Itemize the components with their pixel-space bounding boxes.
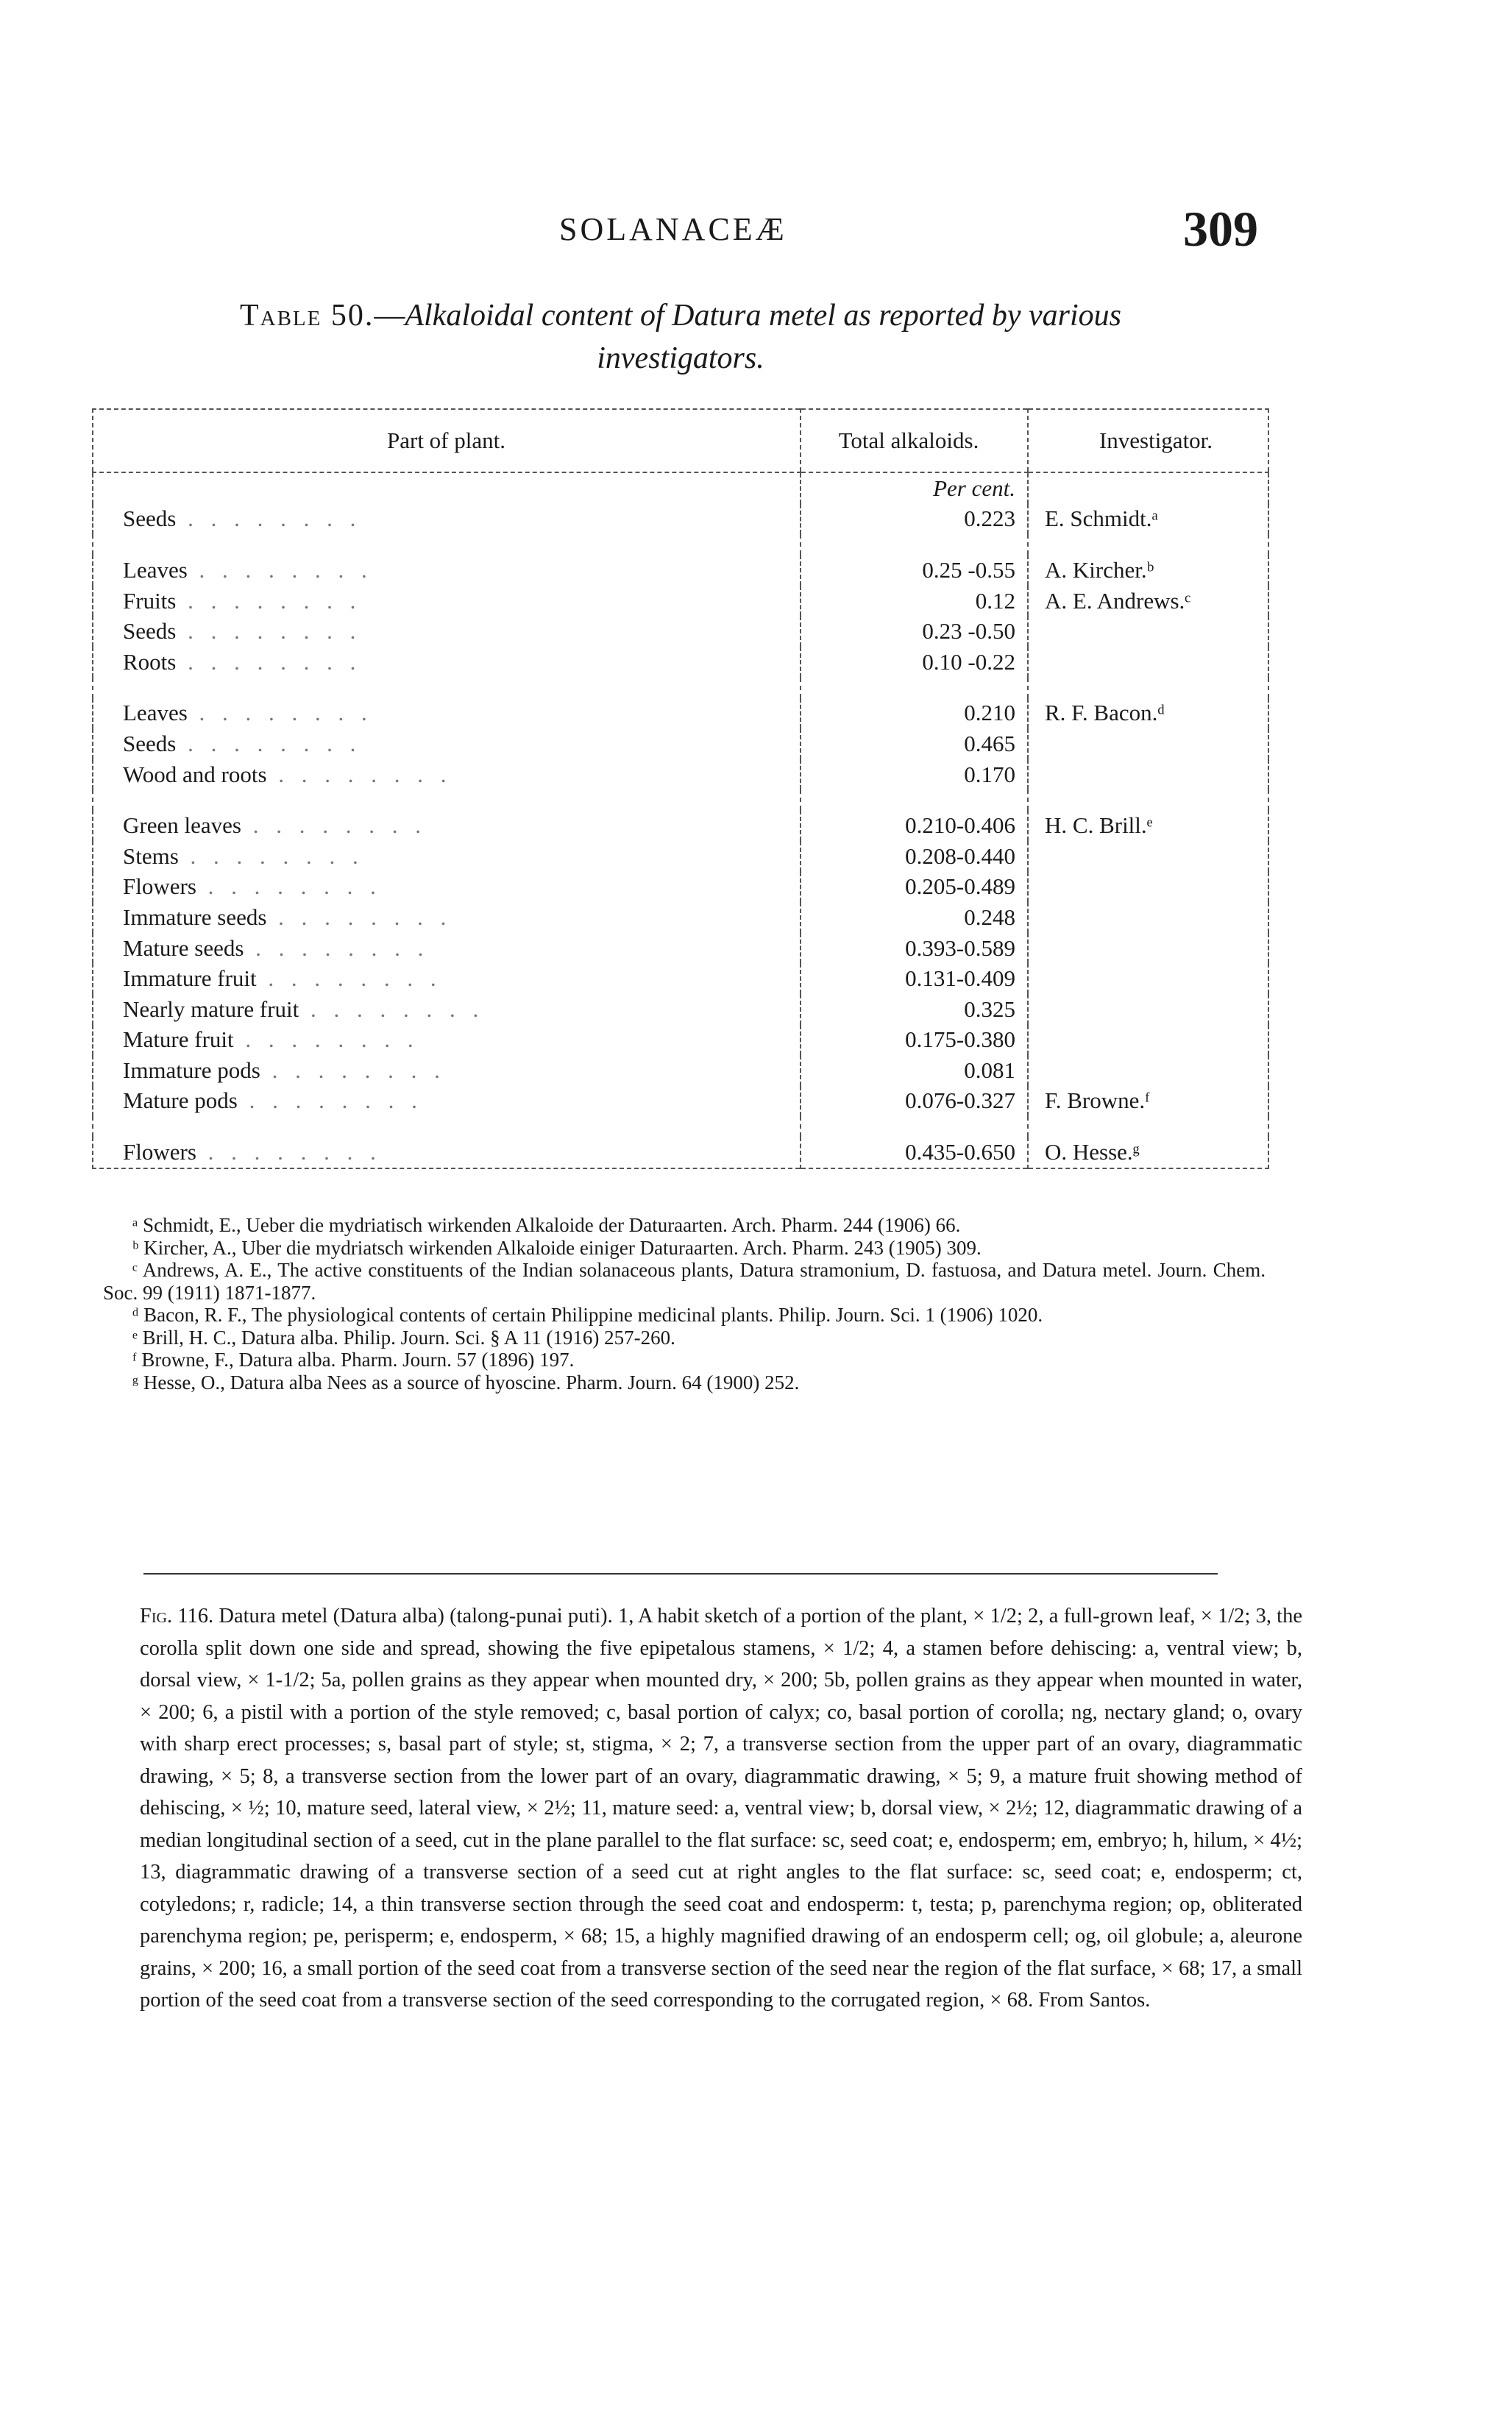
table-row [93,810,1268,841]
table-row [93,1055,1268,1086]
investigator [1028,902,1268,933]
table-row [93,1025,1268,1056]
total-alkaloids: 0.081 [801,1055,1028,1086]
total-alkaloids: 0.435-0.650 [801,1137,1028,1168]
alkaloid-table [92,408,1269,1169]
part-of-plant: Seeds [123,505,177,532]
footnote: ᵃ Schmidt, E., Ueber die mydriatisch wirkenden Alkaloide der Daturaarten. Arch. Pharm. 244 (1906) 66. [132,1214,961,1236]
footnote: ᶠ Browne, F., Datura alba. Pharm. Journ. 57 (1896) 197. [132,1349,575,1371]
investigator: O. Hesse.ᵍ [1028,1137,1268,1168]
total-alkaloids: 0.076-0.327 [801,1086,1028,1117]
part-of-plant: Immature pods [123,1057,260,1083]
leader-dots: . . . . . . . . [187,700,373,726]
total-alkaloids: 0.465 [801,728,1028,759]
investigator: A. E. Andrews.ᶜ [1028,586,1268,617]
investigator [1028,1055,1268,1086]
investigator: H. C. Brill.ᵉ [1028,810,1268,841]
part-of-plant: Fruits [123,587,177,614]
table-row [93,555,1268,586]
leader-dots: . . . . . . . . [256,965,442,992]
table-row [93,698,1268,729]
part-of-plant: Stems [123,842,179,869]
leader-dots: . . . . . . . . [260,1057,446,1083]
total-alkaloids: 0.393-0.589 [801,933,1028,964]
table-row [93,647,1268,678]
investigator [1028,841,1268,872]
group-spacer [93,789,1268,810]
investigator [1028,872,1268,903]
col-header-investigator: Investigator. [1028,409,1268,472]
investigator [1028,963,1268,994]
total-alkaloids: 0.248 [801,902,1028,933]
leader-dots: . . . . . . . . [299,995,485,1022]
table-row [93,1086,1268,1117]
leader-dots: . . . . . . . . [176,618,362,645]
leader-dots: . . . . . . . . [196,1139,382,1165]
running-title: SOLANACEÆ [559,211,787,247]
table-body [93,472,1268,1168]
table-title-text: Alkaloidal content of Datura metel as reported by various investigators. [405,299,1121,375]
leader-dots: . . . . . . . . [244,934,430,961]
unit-label: Per cent. [801,472,1028,504]
figure-caption-text: Datura metel (Datura alba) (talong-punai puti). 1, A habit sketch of a portion of the plant, × 1/2; 2, a full-grown leaf, × 1/2; 3, the corolla split down one side and spread, showing the five epipetalous stamens, × 1/2; 4, a stamen before dehiscing: a, ventral view; b, dorsal view, × 1-1/2; 5a, pollen grains as they appear when mounted dry, × 200; 5b, pollen grains as they appear when mounted in water, × 200; 6, a pistil with a portion of the style removed; c, basal portion of calyx; co, basal portion of corolla; ng, nectary gland; o, ovary with sharp erect processes; s, basal part of style; st, stigma, × 2; 7, a transverse section from the upper part of an ovary, diagrammatic drawing, × 5; 8, a transverse section from the lower part of an ovary, diagrammatic drawing, × 5; 9, a mature fruit showing method of dehiscing, × ½; 10, mature seed, lateral view, × 2½; 11, mature seed: a, ventral view; b, dorsal view, × 2½; 12, diagrammatic drawing of a median longitudinal section of a seed, cut in the plane parallel to the flat surface: sc, seed coat; e, endosperm; em, embryo; h, hilum, × 4½; 13, diagrammatic drawing of a transverse section of a seed cut at right angles to the flat surface: sc, seed coat; e, endosperm; ct, cotyledons; r, radicle; 14, a thin transverse section through the seed coat and endosperm: t, testa; p, parenchyma region; op, obliterated parenchyma region; pe, perisperm; e, endosperm, × 68; 15, a highly magnified drawing of an endosperm cell; og, oil globule; a, aleurone grains, × 200; 16, a small portion of the seed coat from a transverse section of the seed near the region of the flat surface, × 68; 17, a small portion of the seed coat from a transverse section of the seed corresponding to the corrugated region, × 68. From Santos. [140,1605,1303,2012]
footnote: ᵇ Kircher, A., Uber die mydriatsch wirkenden Alkaloide einiger Daturaarten. Arch. Pharm. 243 (1905) 309. [132,1236,982,1259]
footnote: ᵈ Bacon, R. F., The physiological contents of certain Philippine medicinal plants. Philip. Journ. Sci. 1 (1906) 1020. [132,1304,1043,1326]
total-alkaloids: 0.325 [801,994,1028,1025]
table-header-row [93,409,1268,472]
investigator [1028,759,1268,790]
table-row [93,902,1268,933]
investigator: F. Browne.ᶠ [1028,1086,1268,1117]
leader-dots: . . . . . . . . [266,761,452,787]
part-of-plant: Nearly mature fruit [123,995,299,1022]
part-of-plant: Roots [123,648,177,675]
table-label: Table 50. [239,299,375,333]
total-alkaloids: 0.175-0.380 [801,1025,1028,1056]
leader-dots: . . . . . . . . [233,1026,419,1053]
table-row [93,994,1268,1025]
investigator [1028,994,1268,1025]
col-header-part: Part of plant. [93,409,801,472]
table-row [93,728,1268,759]
part-of-plant: Immature seeds [123,904,267,930]
footnote: ᶜ Andrews, A. E., The active constituents of the Indian solanaceous plants, Datura stramonium, D. fastuosa, and Datura metel. Journ. Chem. Soc. 99 (1911) 1871-1877. [103,1259,1266,1304]
total-alkaloids: 0.208-0.440 [801,841,1028,872]
total-alkaloids: 0.170 [801,759,1028,790]
part-of-plant: Seeds [123,618,177,645]
leader-dots: . . . . . . . . [176,648,362,675]
table-row [93,504,1268,535]
part-of-plant: Immature fruit [123,965,257,992]
table-row [93,841,1268,872]
part-of-plant: Flowers [123,873,196,900]
part-of-plant: Mature fruit [123,1026,234,1053]
part-of-plant: Flowers [123,1139,196,1165]
investigator: A. Kircher.ᵇ [1028,555,1268,586]
table-row [93,933,1268,964]
table-row [93,616,1268,647]
total-alkaloids: 0.12 [801,586,1028,617]
group-spacer [93,534,1268,555]
total-alkaloids: 0.131-0.409 [801,963,1028,994]
divider [143,1573,1218,1575]
table-title: Table 50.—Alkaloidal content of Datura metel as reported by various investigators. [239,299,1121,375]
leader-dots: . . . . . . . . [196,873,382,900]
total-alkaloids: 0.223 [801,504,1028,535]
total-alkaloids: 0.205-0.489 [801,872,1028,903]
footnote: ᵍ Hesse, O., Datura alba Nees as a source of hyoscine. Pharm. Journ. 64 (1900) 252. [132,1371,800,1394]
part-of-plant: Seeds [123,730,177,756]
leader-dots: . . . . . . . . [187,556,373,583]
figure-label: Fig. 116. [140,1605,214,1627]
part-of-plant: Mature pods [123,1087,238,1114]
total-alkaloids: 0.210-0.406 [801,810,1028,841]
figure-caption [140,1600,1302,2017]
part-of-plant: Mature seeds [123,934,244,961]
leader-dots: . . . . . . . . [266,904,452,930]
total-alkaloids: 0.25 -0.55 [801,555,1028,586]
footnote: ᵉ Brill, H. C., Datura alba. Philip. Journ. Sci. § A 11 (1916) 257-260. [132,1326,675,1349]
table-row [93,872,1268,903]
part-of-plant: Wood and roots [123,761,267,787]
leader-dots: . . . . . . . . [176,587,362,614]
part-of-plant: Green leaves [123,812,241,839]
leader-dots: . . . . . . . . [176,505,362,532]
investigator [1028,933,1268,964]
leader-dots: . . . . . . . . [241,812,427,839]
group-spacer [93,678,1268,698]
leader-dots: . . . . . . . . [176,730,362,756]
table-row [93,586,1268,617]
group-spacer [93,1116,1268,1137]
part-of-plant: Leaves [123,700,188,726]
total-alkaloids: 0.210 [801,698,1028,729]
investigator [1028,728,1268,759]
investigator [1028,616,1268,647]
table-row [93,1137,1268,1168]
investigator: E. Schmidt.ᵃ [1028,504,1268,535]
table-row [93,759,1268,790]
investigator [1028,647,1268,678]
col-header-alkaloids: Total alkaloids. [801,409,1028,472]
page-number: 309 [1183,201,1258,257]
investigator [1028,1025,1268,1056]
part-of-plant: Leaves [123,556,188,583]
leader-dots: . . . . . . . . [237,1087,423,1114]
table-row [93,963,1268,994]
total-alkaloids: 0.10 -0.22 [801,647,1028,678]
unit-row [93,472,1268,504]
total-alkaloids: 0.23 -0.50 [801,616,1028,647]
leader-dots: . . . . . . . . [178,842,364,869]
footnotes [103,1214,1266,1394]
investigator: R. F. Bacon.ᵈ [1028,698,1268,729]
